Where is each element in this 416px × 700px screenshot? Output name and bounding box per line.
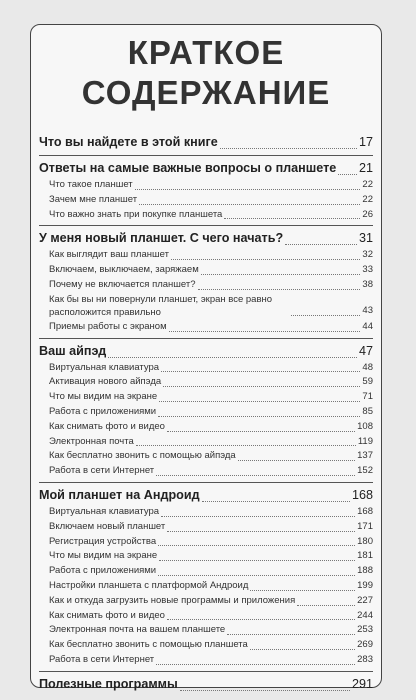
- dot-leader: [108, 357, 357, 358]
- dot-leader: [338, 174, 357, 175]
- toc-chapter[interactable]: [39, 675, 373, 694]
- toc-entry-page: 181: [357, 550, 373, 562]
- toc-entry[interactable]: [39, 464, 373, 479]
- dot-leader: [161, 516, 355, 517]
- toc-entry-label: Как бесплатно звонить с помощью планшета: [49, 639, 248, 651]
- toc-chapter-page: 21: [358, 161, 373, 175]
- toc-entry-page: 119: [357, 435, 373, 447]
- toc-entry-label: Что мы видим на экране: [49, 550, 158, 562]
- toc-entry[interactable]: [39, 609, 373, 624]
- toc-entry-page: 108: [357, 420, 373, 432]
- dot-leader: [238, 460, 355, 461]
- toc-entry[interactable]: [39, 623, 373, 638]
- toc-section: [39, 229, 373, 338]
- dot-leader: [167, 431, 355, 432]
- toc-section: [39, 486, 373, 672]
- toc-entry[interactable]: [39, 278, 373, 293]
- toc-chapter-label: Ваш айпэд: [39, 343, 107, 358]
- toc-entry-label: Как снимать фото и видео: [49, 420, 165, 432]
- toc-entry-label: Активация нового айпэда: [49, 376, 162, 388]
- toc-entry-page: 269: [357, 639, 373, 651]
- toc-entry-page: 253: [357, 624, 373, 636]
- toc-entry[interactable]: [39, 579, 373, 594]
- dot-leader: [158, 545, 355, 546]
- toc-entry-page: 283: [357, 653, 373, 665]
- toc-entry-page: 199: [357, 579, 373, 591]
- toc-entry-page: 180: [357, 535, 373, 547]
- toc-entry-page: 59: [362, 376, 373, 388]
- toc-entry-page: 48: [362, 361, 373, 373]
- toc-chapter[interactable]: [39, 159, 373, 178]
- toc-chapter-label: Что вы найдете в этой книге: [39, 135, 218, 149]
- dot-leader: [167, 531, 355, 532]
- toc-entry-label: Включаем, выключаем, заряжаем: [49, 264, 199, 276]
- toc-entry[interactable]: [39, 520, 373, 535]
- toc-entry-label: Как бы вы ни повернули планшет, экран все равно расположится правильно: [49, 293, 273, 318]
- toc-entry-page: 33: [362, 264, 373, 276]
- toc-entry-page: 22: [362, 193, 373, 205]
- toc-entry-label: Виртуальная клавиатура: [49, 505, 160, 517]
- dot-leader: [158, 575, 355, 576]
- dot-leader: [180, 690, 350, 691]
- dot-leader: [291, 315, 360, 316]
- toc-chapter[interactable]: [39, 229, 373, 248]
- toc-entry[interactable]: [39, 435, 373, 450]
- toc-entry-page: 227: [357, 594, 373, 606]
- toc-entry-page: 137: [357, 450, 373, 462]
- dot-leader: [156, 664, 355, 665]
- page-title: [31, 33, 381, 113]
- toc-entry-page: 22: [362, 179, 373, 190]
- toc-entry[interactable]: [39, 564, 373, 579]
- toc-entry-label: Почему не включается планшет?: [49, 278, 196, 290]
- toc-entry-label: Как и откуда загрузить новые программы и приложения: [49, 594, 296, 606]
- dot-leader: [159, 401, 360, 402]
- toc-entry-page: 188: [357, 565, 373, 577]
- dot-leader: [202, 501, 350, 502]
- dot-leader: [201, 274, 361, 275]
- toc-entry-label: Включаем новый планшет: [49, 520, 166, 532]
- toc-entry[interactable]: [39, 420, 373, 435]
- toc-entry-label: Работа с приложениями: [49, 565, 157, 577]
- toc-entry-page: 38: [362, 278, 373, 290]
- dot-leader: [171, 259, 361, 260]
- book-page: [30, 24, 382, 691]
- toc-entry[interactable]: [39, 208, 373, 223]
- toc-entry[interactable]: [39, 263, 373, 278]
- toc-entry-label: Регистрация устройства: [49, 535, 157, 547]
- toc-section: [39, 675, 373, 697]
- table-of-contents: [39, 133, 373, 700]
- toc-entry[interactable]: [39, 449, 373, 464]
- toc-entry[interactable]: [39, 653, 373, 668]
- toc-entry[interactable]: [39, 405, 373, 420]
- toc-entry-label: Работа с приложениями: [49, 405, 157, 417]
- dot-leader: [285, 244, 357, 245]
- toc-entry-label: Виртуальная клавиатура: [49, 361, 160, 373]
- toc-entry-label: Работа в сети Интернет: [49, 653, 155, 665]
- toc-chapter-page: 17: [358, 135, 373, 149]
- toc-chapter-label: Полезные программы: [39, 676, 178, 691]
- toc-entry-label: Что такое планшет: [49, 179, 133, 190]
- toc-entry[interactable]: [39, 193, 373, 208]
- toc-entry-label: Электронная почта на вашем планшете: [49, 624, 226, 636]
- toc-entry-label: Что мы видим на экране: [49, 391, 158, 403]
- title-line-1: КРАТКОЕ: [127, 34, 285, 71]
- dot-leader: [169, 331, 361, 332]
- toc-chapter-label: Ответы на самые важные вопросы о планшете: [39, 161, 337, 175]
- toc-entry-label: Как снимать фото и видео: [49, 609, 165, 621]
- dot-leader: [136, 445, 356, 446]
- toc-chapter[interactable]: [39, 342, 373, 361]
- toc-entry-page: 43: [362, 304, 373, 316]
- dot-leader: [158, 416, 360, 417]
- toc-chapter[interactable]: [39, 133, 373, 152]
- toc-chapter[interactable]: [39, 486, 373, 505]
- toc-chapter-page: 168: [351, 487, 373, 502]
- toc-entry[interactable]: [39, 390, 373, 405]
- toc-entry[interactable]: [39, 361, 373, 376]
- toc-entry-page: 32: [362, 249, 373, 261]
- dot-leader: [198, 289, 361, 290]
- toc-chapter-page: 31: [358, 231, 373, 246]
- toc-entry[interactable]: [39, 293, 373, 320]
- toc-section: [39, 159, 373, 226]
- toc-entry-label: Как бесплатно звонить с помощью айпэда: [49, 450, 236, 462]
- toc-entry-label: Как выглядит ваш планшет: [49, 249, 169, 261]
- title-line-2: СОДЕРЖАНИЕ: [81, 74, 331, 111]
- toc-entry-label: Приемы работы с экраном: [49, 320, 167, 332]
- dot-leader: [250, 649, 355, 650]
- toc-entry[interactable]: [39, 535, 373, 550]
- dot-leader: [250, 590, 355, 591]
- dot-leader: [224, 218, 360, 219]
- dot-leader: [156, 475, 355, 476]
- toc-entry-page: 152: [357, 465, 373, 477]
- toc-entry-page: 244: [357, 609, 373, 621]
- toc-chapter-page: 47: [358, 343, 373, 358]
- toc-entry-page: 71: [362, 391, 373, 403]
- toc-entry[interactable]: [39, 248, 373, 263]
- toc-entry-page: 168: [357, 505, 373, 517]
- toc-entry-label: Настройки планшета с платформой Андроид: [49, 579, 249, 591]
- toc-section: [39, 342, 373, 483]
- dot-leader: [159, 560, 355, 561]
- dot-leader: [167, 619, 355, 620]
- dot-leader: [227, 634, 355, 635]
- dot-leader: [135, 189, 361, 190]
- dot-leader: [163, 386, 360, 387]
- toc-entry[interactable]: [39, 505, 373, 520]
- toc-section: [39, 133, 373, 156]
- dot-leader: [161, 371, 360, 372]
- toc-entry-label: Что важно знать при покупке планшета: [49, 208, 223, 220]
- toc-chapter-label: Мой планшет на Андроид: [39, 487, 200, 502]
- toc-entry-label: Зачем мне планшет: [49, 193, 138, 205]
- toc-entry[interactable]: [39, 594, 373, 609]
- dot-leader: [220, 148, 357, 149]
- toc-entry-page: 26: [362, 208, 373, 220]
- toc-entry[interactable]: [39, 638, 373, 653]
- toc-entry[interactable]: [39, 375, 373, 390]
- toc-entry-label: Работа в сети Интернет: [49, 465, 155, 477]
- toc-entry[interactable]: [39, 178, 373, 193]
- toc-entry-page: 44: [362, 320, 373, 332]
- toc-entry[interactable]: [39, 320, 373, 335]
- toc-chapter-page: 291: [351, 676, 373, 691]
- toc-chapter-label: У меня новый планшет. С чего начать?: [39, 231, 284, 246]
- toc-entry-page: 85: [362, 405, 373, 417]
- dot-leader: [297, 605, 355, 606]
- dot-leader: [139, 204, 360, 205]
- toc-entry[interactable]: [39, 549, 373, 564]
- toc-entry-page: 171: [357, 520, 373, 532]
- toc-entry-label: Электронная почта: [49, 435, 134, 447]
